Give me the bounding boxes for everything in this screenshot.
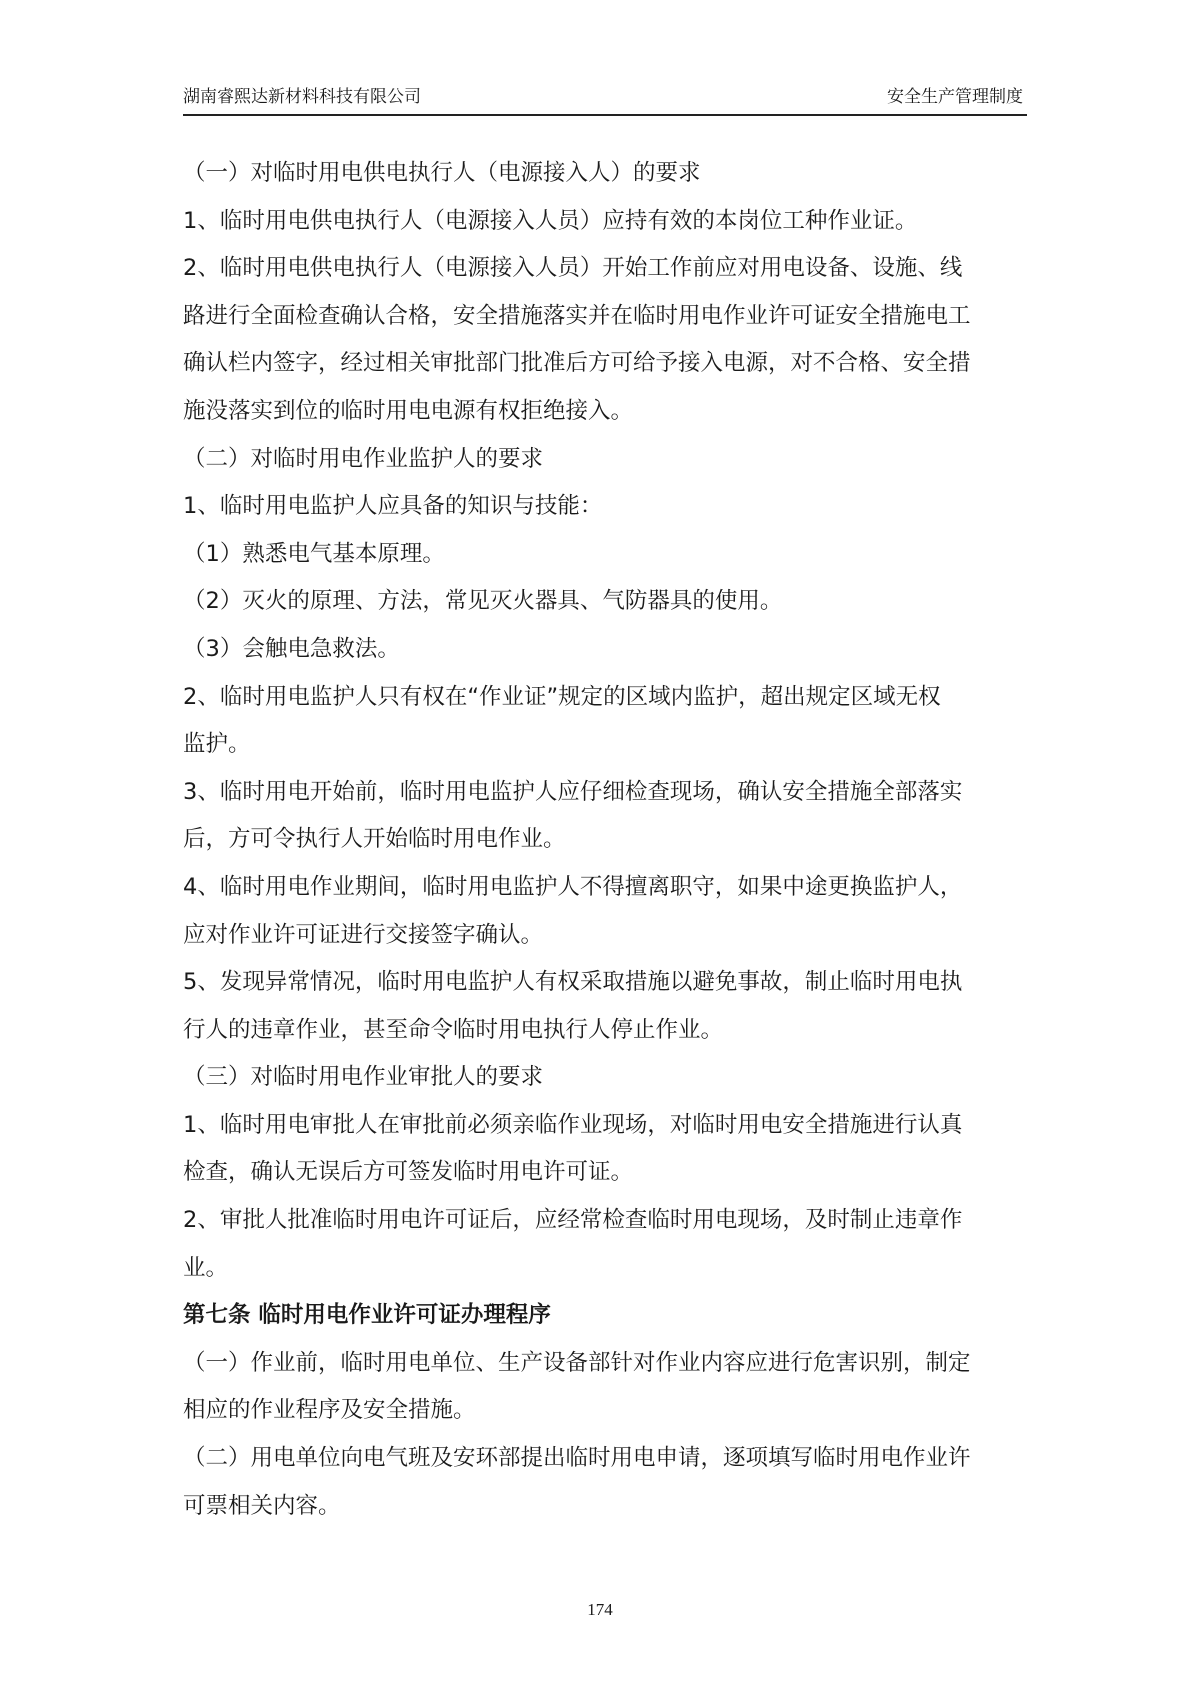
list-item: （3）会触电急救法。 (183, 635, 400, 662)
paragraph-line: 5、发现异常情况，临时用电监护人有权采取措施以避免事故，制止临时用电执 (183, 969, 963, 996)
paragraph-line: （二）用电单位向电气班及安环部提出临时用电申请，逐项填写临时用电作业许 (183, 1445, 971, 1472)
paragraph-line: 3、临时用电开始前，临时用电监护人应仔细检查现场，确认安全措施全部落实 (183, 778, 963, 805)
list-item: （1）熟悉电气基本原理。 (183, 540, 445, 567)
page-number: 174 (587, 1600, 613, 1619)
paragraph-line: 1、临时用电审批人在审批前必须亲临作业现场，对临时用电安全措施进行认真 (183, 1111, 963, 1138)
paragraph-line: 施没落实到位的临时用电电源有权拒绝接入。 (183, 397, 634, 424)
paragraph-line: 后，方可令执行人开始临时用电作业。 (183, 826, 566, 853)
page-header (183, 80, 1027, 116)
paragraph-line: （一）作业前，临时用电单位、生产设备部针对作业内容应进行危害识别，制定 (183, 1349, 971, 1376)
paragraph-line: 业。 (183, 1254, 229, 1281)
page-body (183, 150, 1027, 1530)
paragraph-line: 1、临时用电监护人应具备的知识与技能： (183, 493, 603, 520)
paragraph-line: 可票相关内容。 (183, 1492, 341, 1519)
paragraph-line: 4、临时用电作业期间，临时用电监护人不得擅离职守，如果中途更换监护人， (183, 873, 963, 900)
section-heading-approver: （三）对临时用电作业审批人的要求 (183, 1064, 544, 1091)
section-heading-supply-executor: （一）对临时用电供电执行人（电源接入人）的要求 (183, 160, 701, 186)
header-document-title: 安全生产管理制度 (887, 87, 1023, 107)
paragraph-line: 监护。 (183, 731, 251, 758)
paragraph-line: 2、审批人批准临时用电许可证后，应经常检查临时用电现场，及时制止违章作 (183, 1207, 963, 1234)
paragraph-line: 相应的作业程序及安全措施。 (183, 1397, 476, 1424)
paragraph-line: 2、临时用电监护人只有权在“作业证”规定的区域内监护，超出规定区域无权 (183, 683, 941, 710)
list-item: （2）灭火的原理、方法，常见灭火器具、气防器具的使用。 (183, 588, 783, 615)
paragraph-line: 行人的违章作业，甚至命令临时用电执行人停止作业。 (183, 1016, 724, 1043)
paragraph-line: 检查，确认无误后方可签发临时用电许可证。 (183, 1159, 634, 1186)
section-heading-supervisor: （二）对临时用电作业监护人的要求 (183, 445, 544, 472)
paragraph-line: 1、临时用电供电执行人（电源接入人员）应持有效的本岗位工种作业证。 (183, 207, 918, 234)
paragraph-line: 确认栏内签字，经过相关审批部门批准后方可给予接入电源，对不合格、安全措 (183, 350, 971, 377)
paragraph-line: 应对作业许可证进行交接签字确认。 (183, 921, 544, 948)
paragraph-line: 2、临时用电供电执行人（电源接入人员）开始工作前应对用电设备、设施、线 (183, 255, 963, 282)
paragraph-line: 路进行全面检查确认合格，安全措施落实并在临时用电作业许可证安全措施电工 (183, 302, 971, 329)
article-heading: 第七条 临时用电作业许可证办理程序 (183, 1302, 551, 1329)
header-company-name: 湖南睿熙达新材料科技有限公司 (183, 87, 421, 107)
